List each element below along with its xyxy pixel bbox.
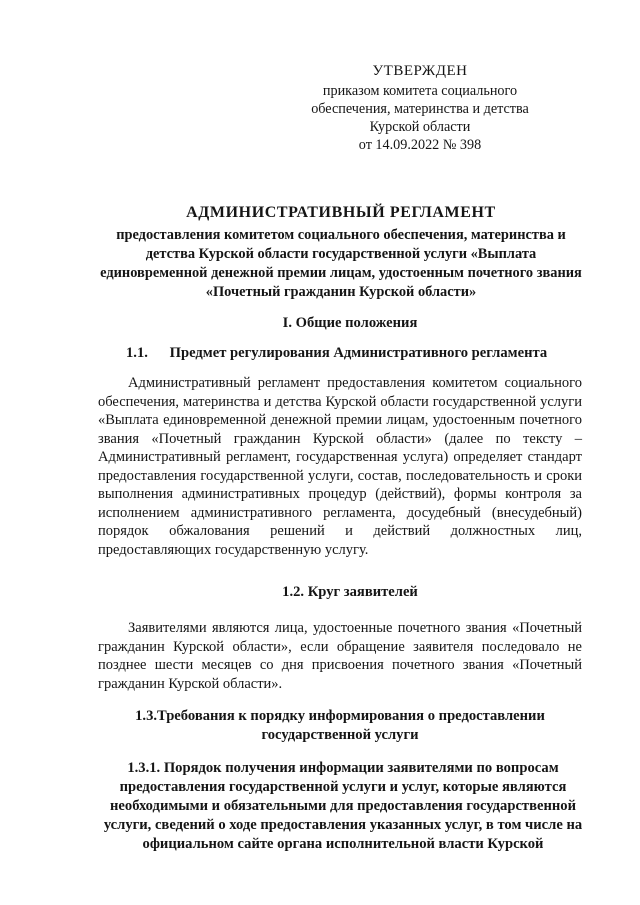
document-subtitle: предоставления комитетом социального обеспечения, материнства и детства Курской области государственной услуги «Выплата единовременной денежной премии лицам, удостоенным почетного звания «Почетный гражданин Курской области» — [100, 227, 582, 300]
subsection-heading-1-1 — [126, 344, 596, 363]
approval-heading: УТВЕРЖДЕН — [372, 63, 468, 79]
subsection-title: Предмет регулирования Административного регламента — [169, 345, 548, 361]
approval-stamp — [300, 62, 540, 154]
approval-line: обеспечения, материнства и детства — [311, 101, 529, 117]
subsection-heading-1-2: 1.2. Круг заявителей — [282, 584, 418, 600]
paragraph-1-1: Административный регламент предоставления комитетом социального обеспечения, материнства и детства Курской области государственной услуги «Выплата единовременной денежной премии лицам, удостоенным почетного звания «Почетный гражданин Курской области» (далее по тексту – Административный регламент, государственная услуга) определяет стандарт предоставления государственной услуги, состав, последовательность и сроки выполнения административных процедур (действий), формы контроля за исполнением административного регламента, досудебный (внесудебный) порядок обжалования решений и действий должностных лиц, предоставляющих государственную услугу. — [98, 375, 582, 558]
section-heading-general: I. Общие положения — [282, 315, 418, 331]
approval-line: Курской области — [369, 119, 471, 135]
paragraph-1-2: Заявителями являются лица, удостоенные почетного звания «Почетный гражданин Курской области», если обращение заявителя последовало не позднее шести месяцев со дня присвоения почетного звания «Почетный гражданин Курской области». — [98, 620, 582, 692]
approval-line: приказом комитета социального — [322, 83, 518, 99]
subsection-heading-1-3: 1.3.Требования к порядку информирования о предоставлении государственной услуги — [135, 708, 545, 743]
document-title: АДМИНИСТРАТИВНЫЙ РЕГЛАМЕНТ — [186, 204, 496, 221]
approval-date-number: от 14.09.2022 № 398 — [358, 137, 482, 153]
subsection-heading-1-3-1: 1.3.1. Порядок получения информации заявителями по вопросам предоставления государственной услуги и услуг, которые являются необходимыми и обязательными для предоставления государственной услуги, сведений о ходе предоставления указанных услуг, в том числе на официальном сайте органа исполнительной власти Курской — [103, 760, 583, 852]
subsection-number: 1.1. — [126, 345, 148, 361]
